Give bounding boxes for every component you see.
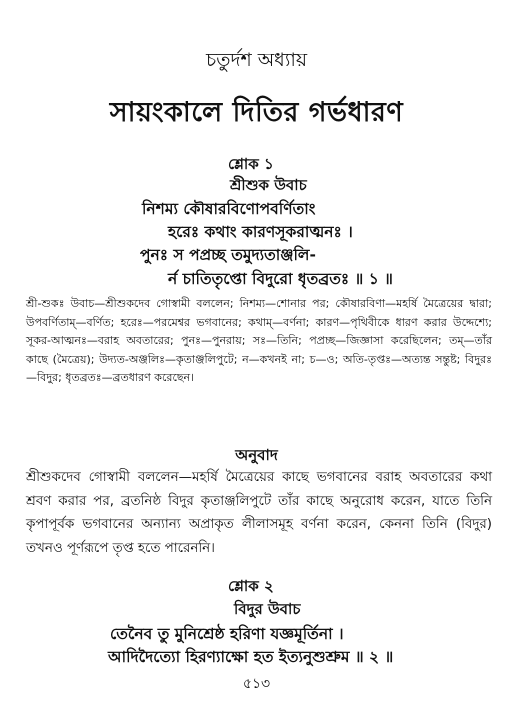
- sloka-1-line-1: নিশম্য কৌষারবিণোপবর্ণিতাং: [142, 200, 316, 218]
- sloka-1-speaker: শ্রীশুক উবাচ: [230, 176, 307, 194]
- sloka-2-line-2: আদিদৈত্যো হিরণ্যাক্ষো হত ইত্যনুশুশ্রুম ॥ ২ ॥: [108, 648, 394, 666]
- translation-text: শ্রীশুকদেব গোস্বামী বললেন—মহর্ষি মৈত্রেয়ের কাছে ভগবানের বরাহ অবতারের কথা শ্রবণ করার পর, ব্রতনিষ্ঠ বিদুর কৃতাঞ্জলিপুটে তাঁর কাছে অনুরোধ করেন, যাতে তিনি কৃপাপূর্বক ভগবানের অন্যান্য অপ্রাকৃত লীলাসমূহ বর্ণনা করেন, কেননা তিনি (বিদুর) তখনও পূর্ণরূপে তৃপ্ত হতে পারেননি।: [26, 470, 492, 556]
- sloka-2-line-1: তেনৈব তু মুনিশ্রেষ্ঠ হরিণা যজ্ঞমূর্তিনা ।: [110, 625, 344, 643]
- chapter-title: সায়ংকালে দিতির গর্ভধারণ: [109, 97, 404, 128]
- word-meanings: শ্রী-শুকঃ উবাচ—শ্রীশুকদেব গোস্বামী বললেন; নিশম্য—শোনার পর; কৌষারবিণা—মহর্ষি মৈত্রেয়ের দ্বারা; উপবর্ণিতাম্—বর্ণিত; হরেঃ—পরমেশ্বর ভগবানের; কথাম্—বর্ণনা; কারণ—পৃথিবীকে ধারণ করার উদ্দেশ্যে; সূকর-আত্মনঃ—বরাহ অবতারের; পুনঃ—পুনরায়; সঃ—তিনি; পপ্রচ্ছ—জিজ্ঞাসা করেছিলেন; তম্—তাঁর কাছে (মৈত্রেয়); উদ্যত-অঞ্জলিঃ—কৃতাঞ্জলিপুটে; ন—কখনই না; চ—ও; অতি-তৃপ্তঃ—অত্যন্ত সন্তুষ্ট; বিদুরঃ—বিদুর; ধৃতব্রতঃ—ব্রতধারণ করেছেন।: [26, 297, 492, 385]
- sloka-1-line-2: হরেঃ কথাং কারণসূকরাত্মনঃ ।: [168, 223, 353, 241]
- chapter-label: চতুর্দশ অধ্যায়: [205, 49, 308, 71]
- sloka-2-heading: শ্লোক ২: [228, 577, 274, 595]
- page-number: ৫১৩: [242, 676, 271, 692]
- sloka-1-line-3: পুনঃ স পপ্রচ্ছ তমুদ্যতাঞ্জলি-: [140, 246, 316, 264]
- translation-heading: অনুবাদ: [235, 446, 278, 464]
- sloka-1-heading: শ্লোক ১: [228, 155, 274, 173]
- sloka-1-line-4: র্ন চাতিতৃপ্তো বিদুরো ধৃতব্রতঃ ॥ ১ ॥: [168, 270, 393, 288]
- sloka-2-speaker: বিদুর উবাচ: [234, 600, 301, 618]
